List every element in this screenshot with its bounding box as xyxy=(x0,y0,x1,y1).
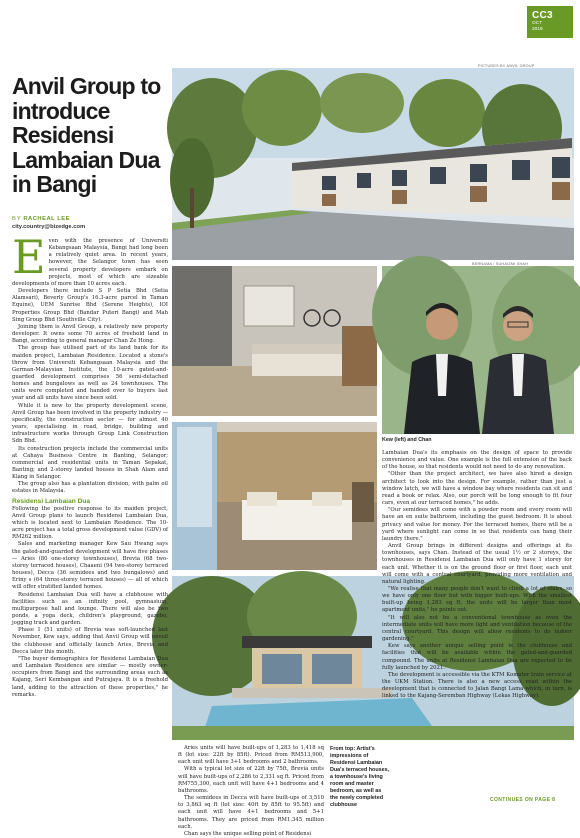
paragraph: While it is new to the property development scene, Anvil Group has been involved in the property industry — specifically, the construction sector — for almost 40 years, specialising in road, bridge, building and infrastructure works through Group Link Construction Sdn Bhd. xyxy=(12,402,168,445)
bedroom-render xyxy=(172,422,377,570)
dropcap: E xyxy=(12,230,46,284)
paragraph: "The buyer demographics for Residensi Lambaian Dua and Lambaian Residence are similar — mostly owner-occupiers from Bangi and the surrounding areas such as Kajang, Seri Kembangan and Putrajaya. It is a freehold land, adding to the attraction of these properties," he remarks. xyxy=(12,655,168,698)
terrace-house-render xyxy=(172,68,574,260)
body-column-1 xyxy=(12,230,168,699)
photo-credit-top: PICTURES BY ANVIL GROUP xyxy=(478,64,535,68)
byline xyxy=(12,216,70,222)
paragraph: Lambaian Dua's its emphasis on the design of space to provide convenience and value. One example is the full extension of the back of the house, so that residents would not need to do any renovation. xyxy=(382,450,572,471)
paragraph-lede-text: ven with the presence of Universiti Kebangsaan Malaysia, Bangi had long been a relatively quiet area. In recent years, however, the Selangor town has seen several property developers embark on projects, most of which are sizeable developments of more than 10 acres each. xyxy=(12,238,168,287)
living-room-render xyxy=(172,266,377,416)
paragraph: Kew says another unique selling point is the clubhouse and facilities that will be available within the gated-and-guarded compound. The units at Residensi Lambaian Dua are expected to be fully launched by 2021. xyxy=(382,643,572,671)
paragraph: Joining them is Anvil Group, a relatively new property developer. It owns some 70 acres of freehold land in Bangi, according to general manager Chan Ze Hong. xyxy=(12,323,168,345)
paragraph: Sales and marketing manager Kew Sau Hwang says the gated-and-guarded development will have five phases — Aries (80 one-storey townhouses), Brevia (68 two-storey terraced houses), Chaaeni (94 two-storey terraced houses), Decca (36 semidees and two bungalows) and Eriny s (64 three-storey terraced houses) — all of which will offer stratified landed homes. xyxy=(12,541,168,591)
paragraph: The group also has a plantation division, with palm oil estates in Malaysia. xyxy=(12,481,168,495)
paragraph-lede xyxy=(12,230,168,288)
paragraph: With a typical lot size of 22ft by 75ft, Brevia units will have built-ups of 2,286 to 2,331 sq ft. Priced from RM755,300, each unit will have 4+1 bedrooms and 4 bathrooms. xyxy=(178,766,324,794)
paragraph: The group has utilised part of its land bank for its maiden project, Lambaian Residence. Located a stone's throw from Universiti Kebangsaan Malaysia and the German-Malaysian Institute, the 10-acre gated-and-guarded development comprises 56 semi-detached homes and bungalows as well as 24 townhouses. The units were completed and handed over to buyers last year and all units have since been sold. xyxy=(12,345,168,402)
section-code: CC3 xyxy=(532,10,553,21)
paragraph: The development is accessible via the KTM Komuter train service at the UKM Station. There is also a new access road within the development that is connected to Jalan Bangi Lama which, in turn, is linked to the Kajang-Seremban Highway (Lekas Highway). xyxy=(382,671,572,700)
paragraph: Residensi Lambaian Dua will have a clubhouse with facilities such as an infinity pool, gymnasium, multipurpose hall and lounge. There will also be two ponds, a yoga deck, children's playground, gazebo, jogging track and garden. xyxy=(12,591,168,627)
terrace-house-render-icon xyxy=(172,68,574,260)
bedroom-render-icon xyxy=(172,422,377,570)
paragraph: Developers there include S P Setia Bhd (Setia Alamsari), Beverly Group's 16.3-acre parcel in Taman Equine), UEM Sunrise Bhd (Serene Heights), IOI Properties Group Bhd (Bandar Puteri Bangi) and Mah Sing Group Bhd (Southville City). xyxy=(12,288,168,323)
paragraph: Anvil Group brings in different designs and offerings at its townhouses, says Chan. Instead of the usual 1½ or 2 storeys, the townhouses in Residensi Lambaian Dua will only have 1 storey for each unit. Whether it is on the ground floor or first floor, each unit will come with a central courtyard, providing more ventilation and natural lighting. xyxy=(382,543,572,585)
section-month: OCT xyxy=(532,21,543,26)
paragraph: Chan says the unique selling point of Residensi xyxy=(184,830,312,837)
body-column-2 xyxy=(178,745,324,838)
headline: Anvil Group to introduce Residensi Lambaian Dua in Bangi xyxy=(12,73,161,197)
paragraph: Phase 1 (51 units) of Brevia was soft-launched last November, Kew says, adding that Anvil Group will unveil the clubhouse and officially launch Aries, Brevia and Decca later this month. xyxy=(12,627,168,655)
continues-link[interactable]: CONTINUES ON PAGE 8 xyxy=(490,797,556,803)
portrait-photo-icon xyxy=(382,266,574,434)
byline-author: RACHEAL LEE xyxy=(23,216,70,222)
byline-email[interactable]: city.country@bizedge.com xyxy=(12,224,86,230)
caption-renders: From top: Artist's impressions of Residensi Lambaian Dua's terraced houses, a townhouse's living room and master bedroom, as well as the newly completed clubhouse xyxy=(330,746,390,808)
body-column-3 xyxy=(382,450,572,700)
portrait-photo xyxy=(382,266,574,434)
subheading: Residensi Lambaian Dua xyxy=(12,497,91,505)
paragraph: "We realise that many people don't want to climb a lot of stairs, so we have only one floor but with bigger built-ups. With the smallest built-up being 1,283 sq ft, the units will be larger than most apartment units," he points out. xyxy=(382,585,572,614)
living-room-render-icon xyxy=(172,266,377,416)
section-tab xyxy=(527,6,573,38)
paragraph: Its construction projects include the commercial units at Cahaya Business Centre in Banting, Selangor; commercial and residential units in Taman Sepakat, Banting; and 2-storey landed houses in Shah Alam and Klang in Selangor. xyxy=(12,445,168,481)
paragraph: "Other than the project architect, we have also hired a design architect to look into the design. For example, rather than just a window latch, we will have a window bay where residents can sit and read a book or relax. Also, our porch will be long enough to fit four cars, even at our terraced homes," he adds. xyxy=(382,471,572,507)
caption-portrait: Kew (left) and Chan xyxy=(382,437,432,443)
byline-by: BY xyxy=(12,216,22,222)
section-year: 2019 xyxy=(532,26,543,32)
paragraph: Aries units will have built-ups of 1,283 to 1,418 sq ft (lot size: 22ft by 85ft). Priced from RM513,900, each unit will have 3+1 bedrooms and 2 bathrooms. xyxy=(178,745,324,766)
photo-credit-portrait: BERNAMA / SUHAIZMI SHAH xyxy=(472,262,529,266)
paragraph: Following the positive response to its maiden project, Anvil Group plans to launch Residensi Lambaian Dua, which is located next to Lambaian Residence. The 10-acre project has a total gross development value (GDV) of RM262 million. xyxy=(12,505,168,541)
paragraph: "It will also not be a conventional townhouse as even the intermediate units will have more light and ventilation because of the central courtyard. This design will allow residents to do indoor gardening." xyxy=(382,614,572,643)
paragraph: "Our semidees will come with a powder room and every room will have an en suite bathroom, including the guest bedroom. It is about privacy and value for money. For the terraced homes, there will be a yard where sunlight can come in so that residents can hang their laundry there." xyxy=(382,507,572,542)
paragraph: The semidees in Decca will have built-ups of 3,510 to 3,863 sq ft (lot size: 40ft by 85ft to 95.5ft) and each unit will have 4+1 bedrooms and 5+1 bathrooms. They are priced from RM1.345 million each. xyxy=(178,795,324,830)
